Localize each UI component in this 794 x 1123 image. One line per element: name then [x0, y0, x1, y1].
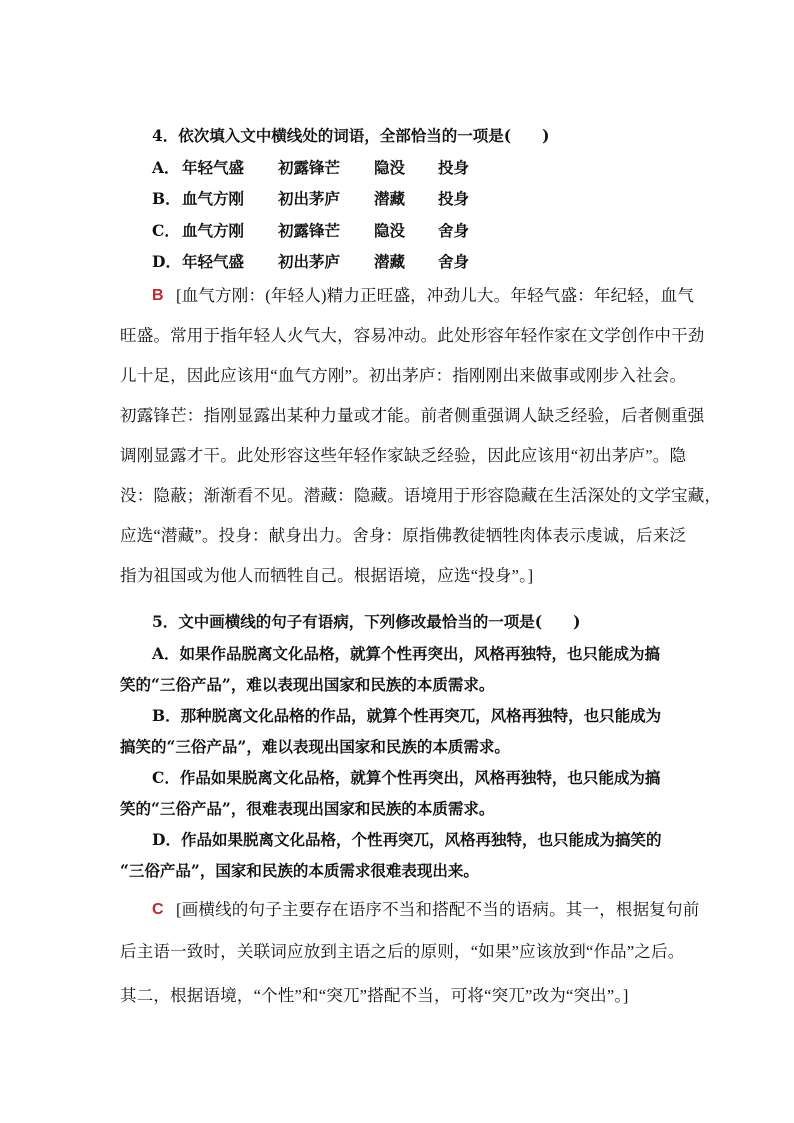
q5-explanation-line: 后主语一致时，关联词应放到主语之后的原则，“如果”应该放到“作品”之后。: [120, 942, 685, 961]
q4-stem: 4．依次填入文中横线处的词语，全部恰当的一项是( ): [152, 126, 550, 145]
option-label: B．: [152, 189, 181, 208]
q4-option-d: [152, 252, 552, 272]
option-word: 初出茅庐: [278, 252, 341, 271]
option-word: 血气方刚: [182, 221, 245, 240]
option-word: 投身: [438, 189, 470, 208]
q4-explanation-line: 初露锋芒：指刚显露出某种力量或才能。前者侧重强调人缺乏经验，后者侧重强: [120, 406, 705, 425]
option-word: 年轻气盛: [182, 252, 245, 271]
q4-option-c: [152, 221, 552, 241]
q4-option-b: [152, 189, 552, 209]
q5-option-a-line2: 笑的“三俗产品”，难以表现出国家和民族的本质需求。: [120, 675, 495, 694]
option-word: 初露锋芒: [278, 221, 341, 240]
option-label: D．: [152, 252, 181, 271]
q5-stem: 5．文中画横线的句子有语病，下列修改最恰当的一项是( ): [152, 612, 581, 631]
q4-explanation-line: 指为祖国或为他人而牺牲自己。根据语境，应选“投身”。]: [120, 566, 534, 585]
q4-explanation-line: 调刚显露才干。此处形容这些年轻作家缺乏经验，因此应该用“初出茅庐”。隐: [120, 446, 687, 465]
q4-explanation-line: 没：隐蔽；渐渐看不见。潜藏：隐藏。语境用于形容隐藏在生活深处的文学宝藏，: [120, 486, 722, 505]
option-word: 舍身: [438, 252, 470, 271]
q5-option-d-line2: “三俗产品”，国家和民族的本质需求很难表现出来。: [120, 861, 479, 880]
q4-option-a: [152, 158, 552, 178]
option-word: 潜藏: [374, 252, 406, 271]
option-label: A．: [152, 158, 180, 177]
option-word: 初出茅庐: [278, 189, 341, 208]
option-word: 潜藏: [374, 189, 406, 208]
q5-option-b-line2: 搞笑的“三俗产品”，难以表现出国家和民族的本质需求。: [120, 737, 510, 756]
option-word: 年轻气盛: [182, 158, 245, 177]
option-word: 初露锋芒: [278, 158, 341, 177]
q5-option-a-line1: A．如果作品脱离文化品格，就算个性再突出，风格再独特，也只能成为搞: [152, 644, 661, 663]
option-word: 血气方刚: [182, 189, 245, 208]
option-word: 投身: [438, 158, 470, 177]
q5-explanation-line: [画横线的句子主要存在语序不当和搭配不当的语病。其一，根据复句前: [176, 900, 700, 919]
option-label: C．: [152, 221, 180, 240]
q5-explanation-line: 其二，根据语境，“个性”和“突兀”搭配不当，可将“突兀”改为“突出”。]: [120, 986, 629, 1005]
q5-option-d-line1: D．作品如果脱离文化品格，个性再突兀，风格再独特，也只能成为搞笑的: [152, 830, 662, 849]
q4-explanation-line: 旺盛。常用于指年轻人火气大，容易冲动。此处形容年轻作家在文学创作中干劲: [120, 326, 705, 345]
q5-option-c-line1: C．作品如果脱离文化品格，就算个性再突出，风格再独特，也只能成为搞: [152, 768, 661, 787]
option-word: 舍身: [438, 221, 470, 240]
q5-answer-letter: C: [152, 901, 164, 918]
q4-explanation-line: [血气方刚：(年轻人)精力正旺盛，冲劲儿大。年轻气盛：年纪轻，血气: [176, 286, 695, 305]
q4-explanation-line: 儿十足，因此应该用“血气方刚”。初出茅庐：指刚刚出来做事或刚步入社会。: [120, 366, 687, 385]
q4-explanation-line: 应选“潜藏”。投身：献身出力。舍身：原指佛教徒牺牲肉体表示虔诚，后来泛: [120, 526, 687, 545]
option-word: 隐没: [374, 221, 406, 240]
q5-option-b-line1: B．那种脱离文化品格的作品，就算个性再突兀，风格再独特，也只能成为: [152, 706, 662, 725]
option-word: 隐没: [374, 158, 406, 177]
q4-answer-letter: B: [152, 287, 164, 304]
q5-option-c-line2: 笑的“三俗产品”，很难表现出国家和民族的本质需求。: [120, 799, 495, 818]
